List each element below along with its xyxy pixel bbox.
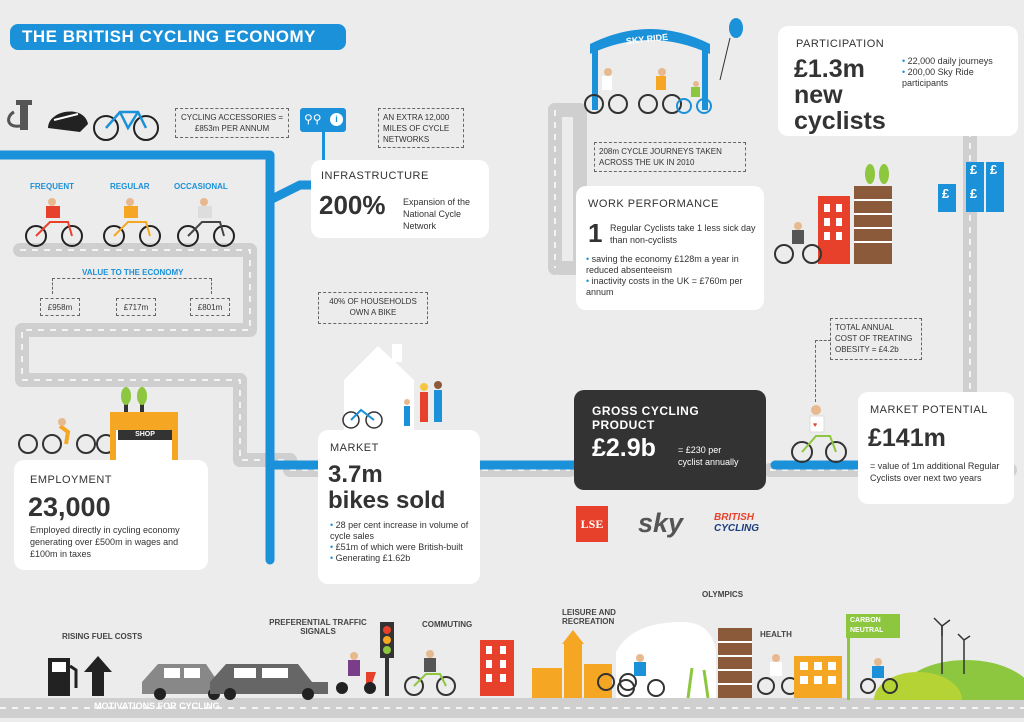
- info-icon: i: [330, 113, 343, 126]
- helmet-icon: [44, 102, 90, 138]
- city-buildings-icon: [772, 160, 896, 264]
- obesity-note: TOTAL ANNUAL COST OF TREATING OBESITY = £4.2b: [830, 318, 922, 360]
- value-regular: £717m: [116, 298, 156, 316]
- work-bullets: [586, 254, 760, 298]
- shop-sign: SHOP: [118, 430, 172, 440]
- value-label: VALUE TO THE ECONOMY: [78, 268, 188, 277]
- list-item: • inactivity costs in the UK = £760m per annum: [586, 276, 760, 298]
- market-card: [318, 430, 480, 584]
- employment-value: 23,000: [28, 492, 111, 522]
- employment-card: [14, 460, 208, 570]
- value-bracket: [52, 278, 212, 294]
- motivation-commuting-label: COMMUTING: [422, 620, 473, 629]
- list-item: • 200,00 Sky Ride participants: [902, 67, 1014, 89]
- motivation-leisure-label: LEISURE AND RECREATION: [562, 608, 616, 626]
- label-occasional: OCCASIONAL: [174, 182, 228, 191]
- market-potential-title: MARKET POTENTIAL: [870, 404, 988, 416]
- cyclist-icon: [790, 402, 850, 464]
- office-building-icon: [480, 640, 514, 696]
- participation-card: [778, 26, 1018, 136]
- motivation-olympics-label: OLYMPICS: [702, 590, 744, 599]
- list-item: • 22,000 daily journeys: [902, 56, 1014, 67]
- lse-logo: LSE: [576, 506, 608, 542]
- work-text: Regular Cyclists take 1 less sick day than non-cyclists: [610, 223, 756, 245]
- svg-text:♥: ♥: [813, 422, 818, 429]
- sky-logo: sky: [638, 508, 684, 538]
- work-title: WORK PERFORMANCE: [588, 198, 719, 210]
- value-occasional: £801m: [190, 298, 230, 316]
- scooter-traffic-light-icon: [332, 620, 398, 696]
- pump-icon: [4, 98, 44, 138]
- pound-icon: £: [970, 162, 978, 177]
- bicycle-icon: ⚲⚲: [304, 112, 322, 126]
- gcp-value: £2.9b: [592, 434, 656, 462]
- market-value-sub: bikes sold: [328, 487, 446, 514]
- cyclist-frequent-icon: [24, 196, 86, 248]
- list-item: • Generating £1.62b: [330, 553, 470, 564]
- market-potential-value: £141m: [868, 424, 946, 452]
- households-note: 40% OF HOUSEHOLDS OWN A BIKE: [318, 292, 428, 324]
- infrastructure-text: Expansion of the National Cycle Network: [403, 197, 471, 231]
- infrastructure-card: [311, 160, 489, 238]
- list-item: • 28 per cent increase in volume of cycle sales: [330, 520, 470, 542]
- employment-title: EMPLOYMENT: [30, 474, 113, 486]
- participation-value: £1.3m: [794, 55, 865, 83]
- market-potential-card: [858, 392, 1014, 504]
- market-bullets: [330, 520, 470, 564]
- obesity-connector: [815, 340, 831, 402]
- fuel-pump-icon: [46, 652, 116, 696]
- bike-shop-icon: [16, 386, 196, 464]
- gcp-text: = £230 per cyclist annually: [678, 445, 739, 467]
- journeys-note: 208m CYCLE JOURNEYS TAKEN ACROSS THE UK IN 2010: [594, 142, 746, 172]
- participation-value-3: cyclists: [794, 107, 886, 135]
- work-performance-card: [576, 186, 764, 310]
- participation-value-2: new: [794, 81, 843, 109]
- pound-icon: £: [942, 186, 950, 201]
- bc-logo-line1: BRITISH: [714, 512, 754, 523]
- page-title: THE BRITISH CYCLING ECONOMY: [10, 24, 346, 50]
- carbon-neutral-sign: CARBON NEUTRAL: [846, 614, 900, 638]
- cycle-route-sign: [300, 108, 346, 132]
- infrastructure-title: INFRASTRUCTURE: [321, 170, 429, 182]
- motivation-fuel-label: RISING FUEL COSTS: [62, 632, 143, 641]
- gross-cycling-product-card: [574, 390, 766, 490]
- bicycle-icon: [92, 104, 160, 144]
- value-frequent: £958m: [40, 298, 80, 316]
- label-frequent: FREQUENT: [30, 182, 74, 191]
- house-icon: [336, 340, 452, 434]
- label-regular: REGULAR: [110, 182, 150, 191]
- gcp-title: GROSS CYCLING PRODUCT: [592, 404, 700, 432]
- market-title: MARKET: [330, 442, 379, 454]
- market-value: 3.7m: [328, 461, 383, 488]
- list-item: • saving the economy £128m a year in reduced absenteeism: [586, 254, 760, 276]
- pound-coins: [936, 160, 1008, 212]
- cyclist-occasional-icon: [176, 196, 238, 248]
- cyclist-regular-icon: [102, 196, 164, 248]
- commuter-cyclist-icon: [404, 648, 456, 696]
- employment-text: Employed directly in cycling economy generating over £500m in wages and £100m in taxes: [30, 525, 180, 559]
- market-potential-text: = value of 1m additional Regular Cyclists over next two years: [870, 461, 1000, 483]
- motivations-footer: [0, 698, 1024, 718]
- sky-ride-label: SKY RIDE: [625, 31, 669, 47]
- pound-icon: £: [990, 162, 998, 177]
- cars-icon: [138, 654, 334, 700]
- participation-title: PARTICIPATION: [796, 38, 885, 50]
- motivation-health-label: HEALTH: [760, 630, 792, 639]
- motivations-footer-label: MOTIVATIONS FOR CYCLING: [94, 701, 220, 711]
- leisure-olympics-scene: [532, 598, 852, 698]
- list-item: • £51m of which were British-built: [330, 542, 470, 553]
- hills-turbines-icon: [846, 614, 1024, 700]
- british-cycling-logo: [700, 512, 770, 534]
- bc-logo-line2: CYCLING: [714, 523, 759, 534]
- extra-miles-note: AN EXTRA 12,000 MILES OF CYCLE NETWORKS: [378, 108, 464, 148]
- motivation-traffic-label: PREFERENTIAL TRAFFIC SIGNALS: [269, 618, 367, 636]
- participation-bullets: [902, 56, 1014, 89]
- work-number: 1: [588, 218, 603, 248]
- infrastructure-value: 200%: [319, 190, 386, 220]
- sky-ride-arch-icon: [580, 14, 750, 114]
- accessories-note: CYCLING ACCESSORIES = £853m PER ANNUM: [175, 108, 289, 138]
- pound-icon: £: [970, 186, 978, 201]
